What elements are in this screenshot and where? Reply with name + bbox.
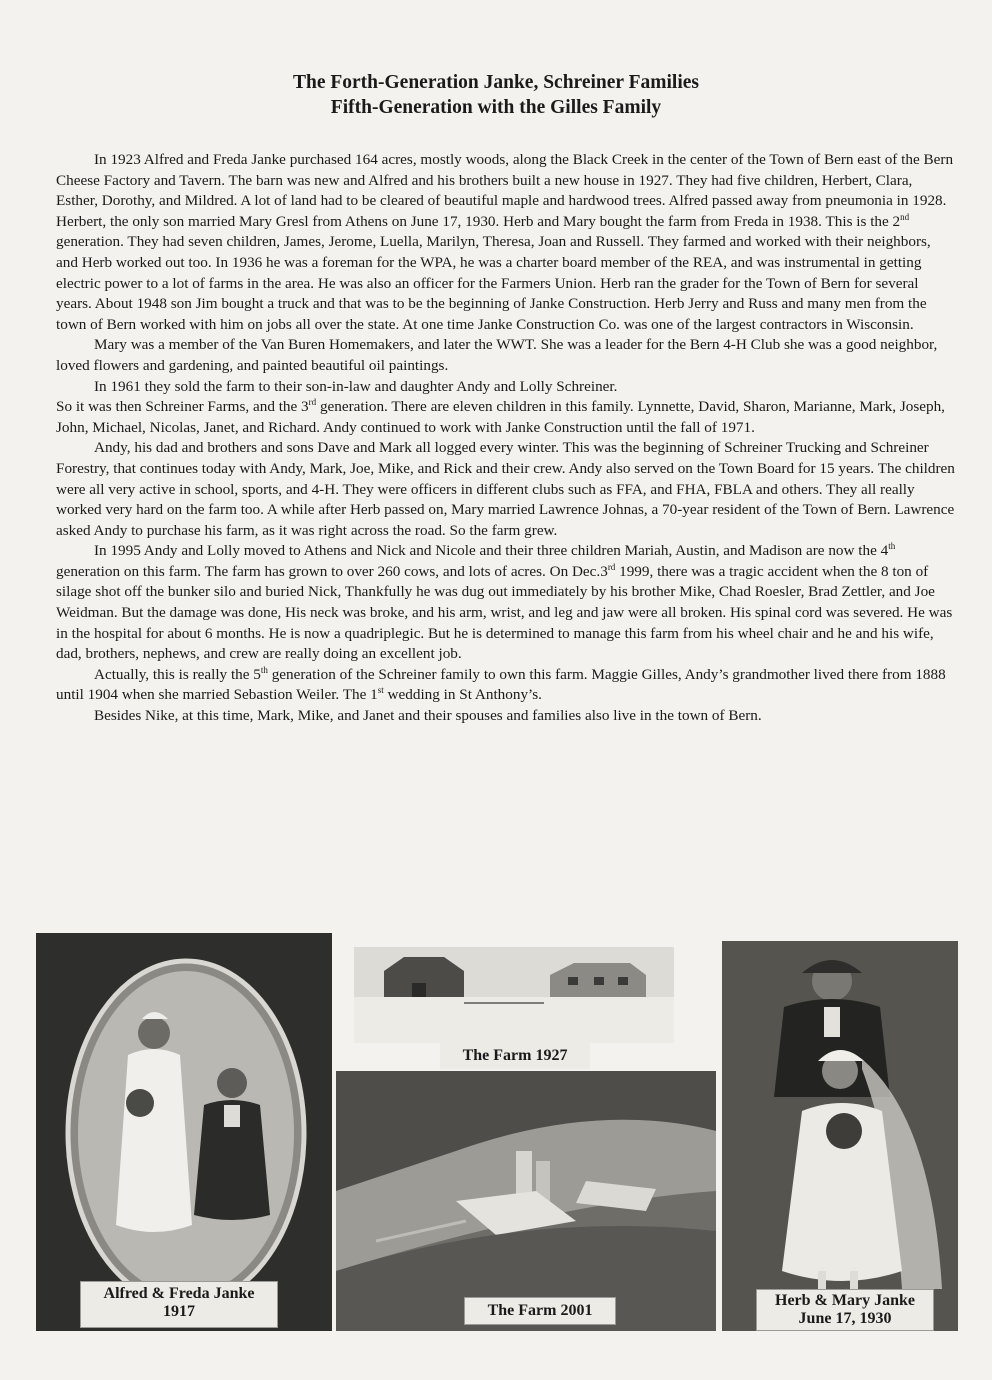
- caption-alfred-freda-line1: Alfred & Freda Janke: [103, 1285, 255, 1302]
- page-title: [0, 70, 992, 120]
- ordinal-suffix: rd: [308, 397, 317, 408]
- photo-farm-2001: [336, 1071, 716, 1331]
- paragraph-text: So it was then Schreiner Farms, and the 3: [56, 398, 309, 416]
- caption-farm-1927: The Farm 1927: [440, 1043, 590, 1069]
- paragraph-text: 1999, there was a tragic accident when the 8 ton of silage shot off the bunker silo and buried Nick, Thankfully he was dug out immediately by his brother Mike, Chad Roesler, Brad Zettler, and Joe Weidman. But the damage was done, His neck was broke, and his arm, wrist, and leg and jaw were all broken. His spinal cord was severed. He was in the hospital for about 6 months. He is now a quadriplegic. But he is determined to manage this farm from his wheel chair and he and his wife, dad, brothers, nephews, and crew are really doing an excellent job.: [56, 562, 953, 663]
- photo-collage: [36, 933, 960, 1333]
- article-paragraph: [56, 397, 956, 438]
- ordinal-suffix: nd: [900, 211, 910, 222]
- caption-alfred-freda-line2: 1917: [163, 1303, 195, 1320]
- ordinal-suffix: th: [888, 541, 896, 552]
- ordinal-suffix: st: [377, 685, 384, 696]
- title-line-2: Fifth-Generation with the Gilles Family: [330, 97, 662, 118]
- ordinal-suffix: th: [260, 664, 268, 675]
- herb-mary-illustration: [722, 941, 958, 1331]
- paragraph-text: Actually, this is really the 5: [94, 665, 261, 683]
- photo-herb-mary: [722, 941, 958, 1331]
- article-paragraph: [56, 665, 956, 706]
- paragraph-text: generation. There are eleven children in this family. Lynnette, David, Sharon, Marianne, Mark, Joseph, John, Michael, Nicolas, Janet, and Richard. Andy continued to work with Janke Construction until the fall of 1971.: [56, 398, 945, 436]
- paragraph-text: In 1923 Alfred and Freda Janke purchased 164 acres, mostly woods, along the Black Creek in the center of the Town of Bern east of the Bern Cheese Factory and Tavern. The barn was new and Alfred and his brothers built a new house in 1927. They had five children, Herbert, Clara, Esther, Dorothy, and Mildred. A lot of land had to be cleared of beautiful maple and hardwood trees. Alfred passed away from pneumonia in 1928. Herbert, the only son married Mary Gresl from Athens on June 17, 1930. Herb and Mary bought the farm from Freda in 1938. This is the 2: [56, 151, 954, 230]
- article-paragraph: [56, 335, 956, 376]
- article-paragraph: [56, 377, 956, 398]
- farm-2001-aerial-illustration: [336, 1071, 716, 1331]
- paragraph-text: Mary was a member of the Van Buren Homemakers, and later the WWT. She was a leader for the Bern 4-H Club she was a good neighbor, loved flowers and gardening, and painted beautiful oil paintings.: [56, 336, 938, 374]
- caption-herb-mary-line1: Herb & Mary Janke: [775, 1292, 915, 1309]
- article-paragraph: [56, 706, 956, 727]
- paragraph-text: generation of the Schreiner family to own this farm. Maggie Gilles, Andy’s grandmother lived there from 1888 until 1904 when she married Sebastion Weiler. The 1: [56, 665, 946, 704]
- photo-farm-1927: [354, 947, 674, 1043]
- caption-herb-mary-line2: June 17, 1930: [798, 1310, 892, 1327]
- paragraph-text: generation on this farm. The farm has grown to over 260 cows, and lots of acres. On Dec.3: [56, 562, 608, 580]
- article-body: [56, 150, 956, 727]
- farm-1927-illustration: [354, 947, 674, 1043]
- caption-herb-mary: [756, 1289, 934, 1331]
- title-line-1: The Forth-Generation Janke, Schreiner Families: [292, 72, 700, 93]
- photo-alfred-freda: [36, 933, 332, 1331]
- article-paragraph: [56, 150, 956, 335]
- ordinal-suffix: rd: [607, 561, 616, 572]
- portrait-oval-illustration: [36, 933, 332, 1331]
- paragraph-text: In 1961 they sold the farm to their son-in-law and daughter Andy and Lolly Schreiner.: [94, 377, 618, 395]
- paragraph-text: generation. They had seven children, James, Jerome, Luella, Marilyn, Theresa, Joan and Russell. They farmed and worked with their neighbors, and Herb worked out too. In 1936 he was a foreman for the WPA, he was a charter board member of the REA, and was instrumental in getting electric power to a lot of farms in the area. He was also an officer for the Farmers Union. Herb ran the grader for the Town of Bern for several years. About 1948 son Jim bought a truck and that was to be the beginning of Janke Construction. Herb Jerry and Russ and many men from the town of Bern worked with him on jobs all over the state. At one time Janke Construction Co. was one of the largest contractors in Wisconsin.: [56, 233, 931, 333]
- paragraph-text: In 1995 Andy and Lolly moved to Athens and Nick and Nicole and their three children Mariah, Austin, and Madison are now the 4: [94, 542, 889, 560]
- paragraph-text: wedding in St Anthony’s.: [383, 686, 542, 704]
- paragraph-text: Besides Nike, at this time, Mark, Mike, and Janet and their spouses and families also live in the town of Bern.: [94, 707, 762, 725]
- paragraph-text: Andy, his dad and brothers and sons Dave and Mark all logged every winter. This was the beginning of Schreiner Trucking and Schreiner Forestry, that continues today with Andy, Mark, Joe, Mike, and Rick and their crew. Andy also served on the Town Board for 15 years. The children were all very active in school, sports, and 4-H. They were officers in different clubs such as FFA, and FHA, FBLA and others. They all really worked very hard on the farm too. A while after Herb passed on, Mary married Lawrence Johnas, a 70-year resident of the Town of Bern. Lawrence asked Andy to purchase his farm, as it was right across the road. So the farm grew.: [56, 439, 955, 539]
- article-paragraph: [56, 541, 956, 665]
- caption-farm-2001: The Farm 2001: [464, 1297, 616, 1325]
- caption-alfred-freda: [80, 1281, 278, 1328]
- article-paragraph: [56, 438, 956, 541]
